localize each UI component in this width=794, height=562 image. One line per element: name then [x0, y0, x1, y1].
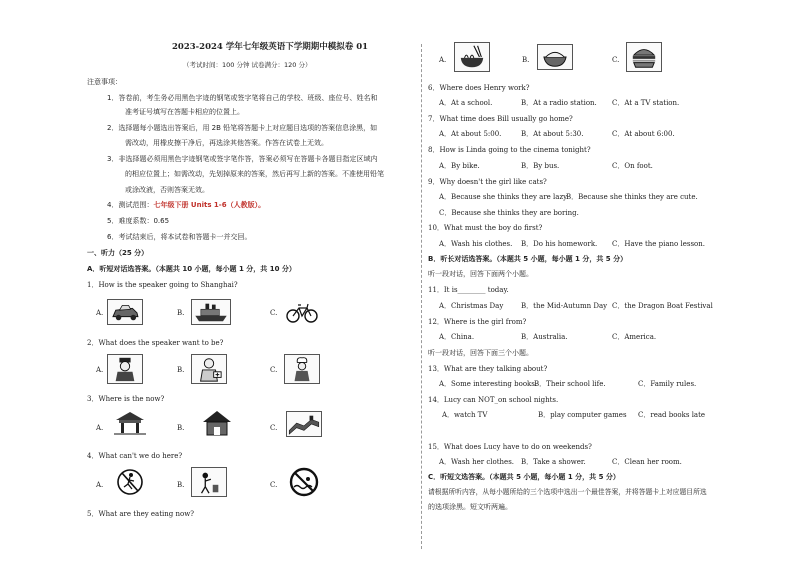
question-15: 15．What does Lucy have to do on weekends? — [428, 443, 592, 451]
question-6: 6．Where does Henry work? — [428, 84, 530, 92]
question-5: 5．What are they eating now? — [87, 510, 194, 518]
note-line: 3．非选择题必须用黑色字迹钢笔或签字笔作答，答案必须写在答题卡各题目指定区域内 — [107, 155, 378, 163]
house-icon — [199, 408, 235, 438]
question-10-option-a: A．Wash his clothes. — [439, 240, 513, 248]
rice-icon — [537, 44, 573, 70]
question-3: 3．Where is the now? — [87, 395, 165, 403]
hamburger-icon — [626, 42, 662, 72]
option-b-label: B. — [522, 56, 530, 64]
question-2: 2．What does the speaker want to be? — [87, 339, 224, 347]
option-c-label: C. — [270, 481, 278, 489]
question-11-option-a: A．Christmas Day — [439, 302, 504, 310]
question-12: 12．Where is the girl from? — [428, 318, 527, 326]
note-line: 或涂改液，否则答案无效。 — [125, 186, 209, 194]
option-b-label: B. — [177, 424, 185, 432]
no-running-icon — [112, 467, 148, 497]
section-a-heading: A．听短对话选答案。（本题共 10 小题，每小题 1 分，共 10 分） — [87, 265, 296, 273]
question-12-option-c: C．America. — [612, 333, 657, 341]
question-1: 1．How is the speaker going to Shanghai? — [87, 281, 238, 289]
option-a-label: A. — [439, 56, 447, 64]
question-8-option-a: A．By bike. — [439, 162, 480, 170]
exam-title: 2023-2024 学年七年级英语下学期期中模拟卷 01 — [172, 42, 369, 52]
option-a-label: A. — [96, 309, 104, 317]
question-9-option-c: C．Because she thinks they are boring. — [439, 209, 579, 217]
option-a-label: A. — [96, 366, 104, 374]
question-8-option-c: C．On foot. — [612, 162, 653, 170]
doctor-icon — [191, 354, 227, 384]
section-c-description: 请根据所听内容，从每小题所给的三个选项中选出一个最佳答案，并将答题卡上对应题目所选 — [428, 488, 707, 496]
exam-subtitle: （考试时间：100 分钟 试卷满分：120 分） — [183, 61, 312, 69]
question-9-option-b: B．Because she thinks they are cute. — [566, 193, 698, 201]
question-11-option-b: B．the Mid-Autumn Day — [521, 302, 608, 310]
note-line: 的相应位置上；如需改动，先划掉原来的答案，然后再写上新的答案。不准使用铅笔 — [125, 170, 384, 178]
listen-instruction: 听一段对话，回答下面两个小题。 — [428, 270, 533, 278]
option-b-label: B. — [177, 309, 185, 317]
question-7-option-c: C．At about 6:00. — [612, 130, 675, 138]
note-scope-label: 4．测试范围： — [107, 201, 154, 209]
option-b-label: B. — [177, 366, 185, 374]
section-b-heading: B．听长对话选答案。（本题共 5 小题，每小题 1 分，共 5 分） — [428, 255, 628, 263]
question-7-option-b: B．At about 5:30. — [521, 130, 584, 138]
question-14: 14．Lucy can NOT_on school nights. — [428, 396, 559, 404]
note-scope-value: 七年级下册 Units 1-6（人教版）。 — [153, 201, 266, 209]
note-line: 需改动，用橡皮擦干净后，再选涂其他答案。作答在试卷上无效。 — [125, 139, 328, 147]
listen-instruction: 听一段对话，回答下面三个小题。 — [428, 349, 533, 357]
question-7: 7．What time does Bill usually go home? — [428, 115, 573, 123]
question-15-option-b: B．Take a shower. — [521, 458, 586, 466]
question-9-option-a: A．Because she thinks they are lazy. — [439, 193, 569, 201]
note-line: 5．难度系数：0.65 — [107, 217, 170, 225]
column-divider — [421, 44, 422, 549]
question-11: 11．It is________ today. — [428, 286, 509, 294]
question-13-option-a: A．Some interesting books. — [439, 380, 538, 388]
question-14-option-b: B．play computer games — [538, 411, 627, 419]
car-icon — [107, 299, 143, 325]
option-b-label: B. — [177, 481, 185, 489]
question-13-option-b: B．Their school life. — [534, 380, 606, 388]
note-line: 2．选择题每小题选出答案后，用 2B 铅笔将答题卡上对应题目选项的答案信息涂黑，如 — [107, 124, 378, 132]
question-4: 4．What can't we do here? — [87, 452, 183, 460]
question-14-option-a: A．watch TV — [442, 411, 488, 419]
question-12-option-a: A．China. — [439, 333, 475, 341]
bicycle-icon — [284, 299, 320, 325]
cook-icon — [284, 354, 320, 384]
option-c-label: C. — [270, 366, 278, 374]
option-c-label: C. — [270, 424, 278, 432]
no-littering-icon — [191, 467, 227, 497]
question-6-option-b: B．At a radio station. — [521, 99, 597, 107]
question-13: 13．What are they talking about? — [428, 365, 548, 373]
no-swimming-icon — [286, 467, 322, 497]
question-13-option-c: C．Family rules. — [638, 380, 697, 388]
option-c-label: C. — [270, 309, 278, 317]
noodles-icon — [454, 42, 490, 72]
question-11-option-c: C．the Dragon Boat Festival — [612, 302, 713, 310]
policeman-icon — [107, 354, 143, 384]
option-a-label: A. — [96, 424, 104, 432]
question-10: 10．What must the boy do first? — [428, 224, 543, 232]
question-8: 8．How is Linda going to the cinema tonight? — [428, 146, 591, 154]
option-a-label: A. — [96, 481, 104, 489]
note-line: 6．考试结束后，将本试卷和答题卡一并交回。 — [107, 233, 252, 241]
question-8-option-b: B．By bus. — [521, 162, 560, 170]
question-6-option-c: C．At a TV station. — [612, 99, 680, 107]
note-line: 1．答卷前，考生务必用黑色字迹的钢笔或签字笔将自己的学校、班级、座位号、姓名和 — [107, 94, 378, 102]
park-icon — [112, 410, 148, 436]
question-14-option-c: C．read books late — [638, 411, 706, 419]
section-c-description: 的选项涂黑。短文听两遍。 — [428, 503, 512, 511]
question-15-option-c: C．Clean her room. — [612, 458, 682, 466]
question-10-option-b: B．Do his homework. — [521, 240, 598, 248]
note-line: 准考证号填写在答题卡相应的位置上。 — [125, 108, 244, 116]
ship-icon — [191, 299, 231, 325]
question-7-option-a: A．At about 5:00. — [439, 130, 502, 138]
great-wall-icon — [286, 411, 322, 437]
notes-heading: 注意事项： — [87, 78, 122, 86]
section-c-heading: C．听短文选答案。（本题共 5 小题，每小题 1 分，共 5 分） — [428, 473, 620, 481]
question-10-option-c: C．Have the piano lesson. — [612, 240, 705, 248]
note-line — [107, 201, 265, 210]
question-9: 9．Why doesn't the girl like cats? — [428, 178, 547, 186]
option-c-label: C. — [612, 56, 620, 64]
question-12-option-b: B．Australia. — [521, 333, 568, 341]
part-heading: 一、听力（25 分） — [87, 249, 149, 257]
question-6-option-a: A．At a school. — [439, 99, 493, 107]
question-15-option-a: A．Wash her clothes. — [439, 458, 515, 466]
